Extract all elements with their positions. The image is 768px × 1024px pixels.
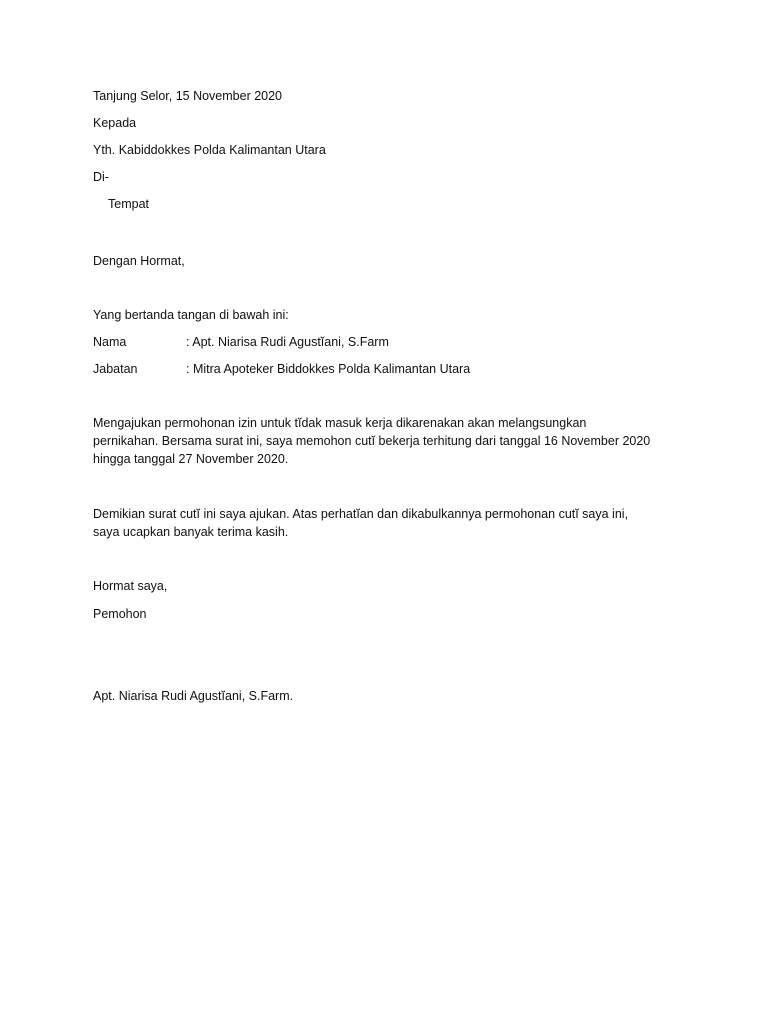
- to-label: Kepada: [93, 116, 137, 130]
- field-value-jabatan: : Mitra Apoteker Biddokkes Polda Kalimantan Utara: [186, 362, 471, 376]
- tempat-label: Tempat: [108, 197, 149, 211]
- field-value-nama: : Apt. Niarisa Rudi Agustĭani, S.Farm: [186, 335, 389, 349]
- body-line: pernikahan. Bersama surat ini, saya memohon cutĭ bekerja terhitung dari tanggal 16 November 2020: [93, 434, 651, 448]
- recipient: Yth. Kabiddokkes Polda Kalimantan Utara: [93, 143, 326, 157]
- closing: Hormat saya,: [93, 579, 168, 593]
- signatory-name: Apt. Niarisa Rudi Agustĭani, S.Farm.: [93, 689, 294, 703]
- body-line: hingga tanggal 27 November 2020.: [93, 452, 289, 466]
- role-label: Pemohon: [93, 607, 147, 621]
- field-label-jabatan: Jabatan: [93, 362, 138, 376]
- intro-text: Yang bertanda tangan di bawah ini:: [93, 308, 289, 322]
- body-paragraph-1: [93, 414, 683, 468]
- field-label-nama: Nama: [93, 335, 127, 349]
- place-date: Tanjung Selor, 15 November 2020: [93, 89, 283, 103]
- body-line: saya ucapkan banyak terima kasih.: [93, 525, 289, 539]
- salutation: Dengan Hormat,: [93, 254, 185, 268]
- body-line: Demikian surat cutĭ ini saya ajukan. Atas perhatĭan dan dikabulkannya permohonan cutĭ saya ini,: [93, 507, 629, 521]
- body-line: Mengajukan permohonan izin untuk tĭdak masuk kerja dikarenakan akan melangsungkan: [93, 416, 587, 430]
- di-label: Di-: [93, 170, 109, 184]
- body-paragraph-2: [93, 505, 683, 541]
